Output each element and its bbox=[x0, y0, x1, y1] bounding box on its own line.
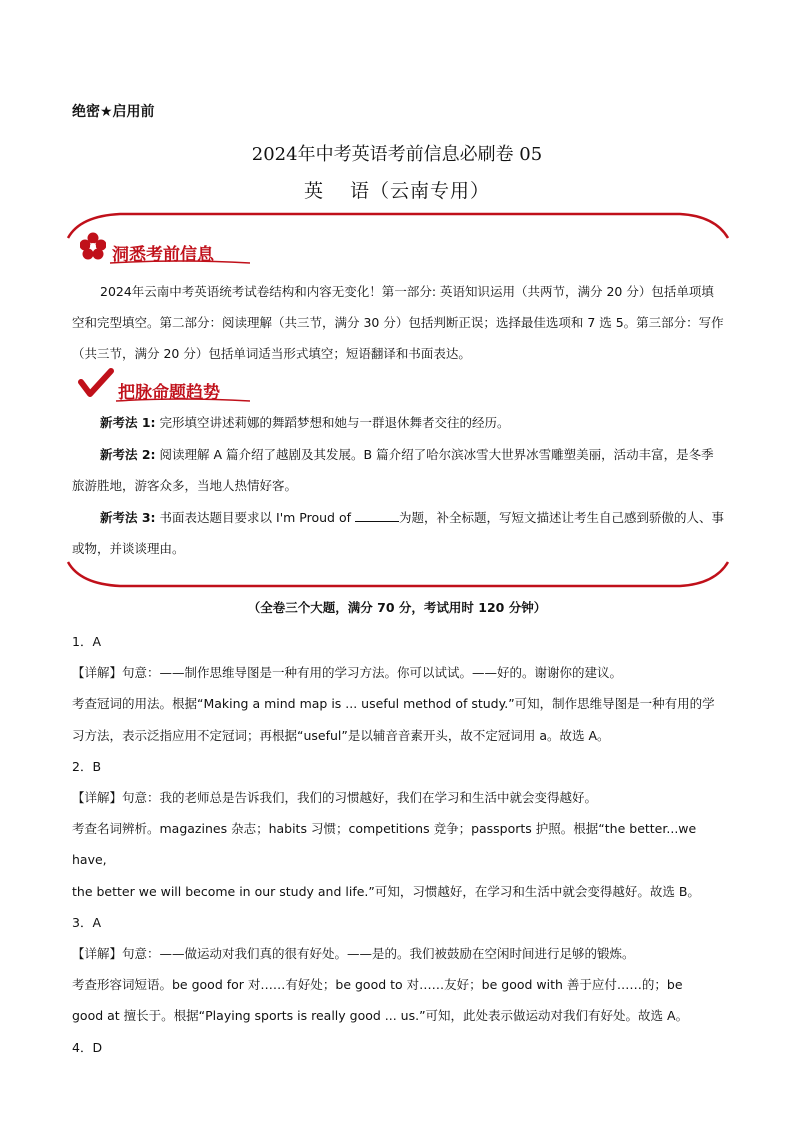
answer-list bbox=[72, 626, 724, 1063]
fill-blank bbox=[355, 509, 399, 522]
answer-line: 1．A bbox=[72, 634, 102, 649]
flower-icon bbox=[80, 232, 106, 260]
info-paragraph: 2024年云南中考英语统考试卷结构和内容无变化！第一部分: 英语知识运用（共两节，满分 20 分）包括单项填空和完型填空。第二部分：阅读理解（共三节，满分 30 分）包括判断正误；选择最佳选项和 7 选 5。第三部分：写作（共三节，满分 20 分）包括单词适当形式填空；短语翻译和书面表达。 bbox=[72, 284, 724, 361]
trend-item-3 bbox=[72, 502, 724, 564]
answer-line: 【详解】句意：——做运动对我们真的很有好处。——是的。我们被鼓励在空闲时间进行足够的锻炼。 bbox=[72, 946, 635, 962]
trend-text: 书面表达题目要求以 I'm Proud of bbox=[155, 510, 355, 525]
trend-heading: 把脉命题趋势 bbox=[118, 383, 220, 403]
answer-line: 考查形容词短语。be good for 对……有好处；be good to 对……友好；be good with 善于应付……的；be bbox=[72, 977, 683, 993]
trend-label: 新考法 2: bbox=[100, 447, 156, 462]
answer-line: 2．B bbox=[72, 758, 102, 774]
answer-line: 习方法，表示泛指应用不定冠词；再根据“useful”是以辅音音素开头，故不定冠词用 a。故选 A。 bbox=[72, 727, 610, 743]
answer-line: good at 擅长于。根据“Playing sports is really good ... us.”可知，此处表示做运动对我们有好处。故选 A。 bbox=[72, 1008, 689, 1024]
answer-line: 【详解】句意：我的老师总是告诉我们，我们的习惯越好，我们在学习和生活中就会变得越好。 bbox=[72, 790, 598, 806]
answer-line: 3．A bbox=[72, 914, 102, 930]
answer-line: 4．D bbox=[72, 1039, 103, 1055]
trend-item-1 bbox=[72, 407, 724, 438]
confidential-mark: 绝密★启用前 bbox=[72, 104, 155, 120]
answer-line: 【详解】句意：——制作思维导图是一种有用的学习方法。你可以试试。——好的。谢谢你的建议。 bbox=[72, 665, 623, 681]
page-title: 2024年中考英语考前信息必刷卷 05 bbox=[251, 144, 543, 165]
check-icon bbox=[78, 368, 114, 398]
answer-line: 考查名词辨析。magazines 杂志；habits 习惯；competitions 竞争；passports 护照。根据“the better...we have, bbox=[72, 821, 697, 868]
page-subtitle bbox=[0, 176, 794, 203]
info-heading: 洞悉考前信息 bbox=[112, 245, 214, 265]
trend-label: 新考法 1: bbox=[100, 415, 156, 430]
trend-text: 完形填空讲述莉娜的舞蹈梦想和她与一群退休舞者交往的经历。 bbox=[155, 415, 510, 430]
subtitle-part-2: 语（云南专用） bbox=[350, 180, 491, 202]
trend-text: 为题，补全标题，写短文描述让考生自己感到骄傲的人、事或物，并谈谈理由。 bbox=[72, 510, 724, 556]
subtitle-part-1: 英 bbox=[303, 180, 324, 202]
exam-note: （全卷三个大题，满分 70 分，考试用时 120 分钟） bbox=[247, 600, 547, 615]
trend-label: 新考法 3: bbox=[100, 510, 156, 525]
trend-text: 阅读理解 A 篇介绍了越剧及其发展。B 篇介绍了哈尔滨冰雪大世界冰雪雕塑美丽，活动丰富，是冬季旅游胜地，游客众多，当地人热情好客。 bbox=[72, 447, 714, 493]
trend-item-2 bbox=[72, 439, 724, 501]
answer-line: 考查冠词的用法。根据“Making a mind map is ... useful method of study.”可知，制作思维导图是一种有用的学 bbox=[72, 696, 715, 712]
answer-line: the better we will become in our study and life.”可知，习惯越好，在学习和生活中就会变得越好。故选 B。 bbox=[72, 883, 700, 899]
